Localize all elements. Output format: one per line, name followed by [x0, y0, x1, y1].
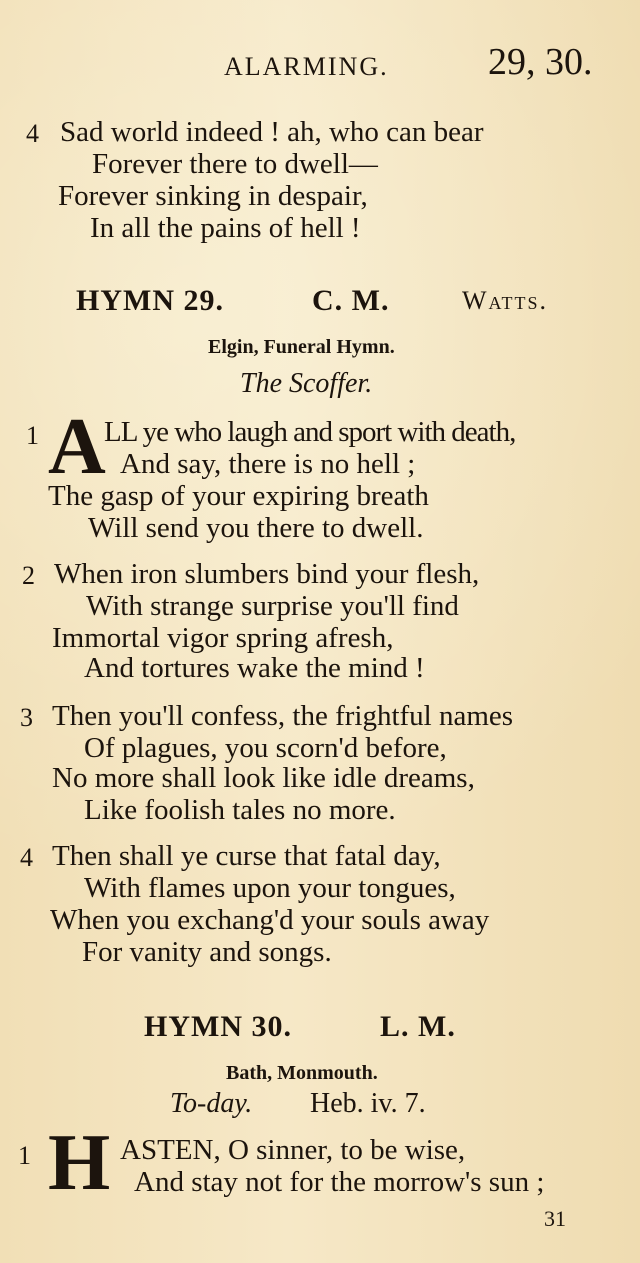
page-range: 29, 30.: [488, 41, 593, 83]
hymn-subject: To-day.: [170, 1088, 253, 1119]
signature-mark: 31: [544, 1206, 566, 1231]
stanza-number: 2: [22, 561, 35, 590]
verse-line: Then shall ye curse that fatal day,: [52, 840, 441, 872]
verse-line: LL ye who laugh and sport with death,: [104, 416, 516, 448]
verse-line: No more shall look like idle dreams,: [52, 762, 475, 794]
hymn-title: HYMN 29.: [76, 284, 224, 317]
verse-line: And stay not for the morrow's sun ;: [134, 1166, 545, 1198]
verse-line: With flames upon your tongues,: [84, 872, 456, 904]
verse-line: In all the pains of hell !: [90, 212, 361, 244]
verse-line: The gasp of your expiring breath: [48, 480, 429, 512]
tune-names: Elgin, Funeral Hymn.: [208, 336, 395, 358]
verse-line: Sad world indeed ! ah, who can bear: [60, 116, 484, 148]
verse-line: Like foolish tales no more.: [84, 794, 396, 826]
drop-cap: H: [48, 1119, 111, 1207]
verse-line: For vanity and songs.: [82, 936, 332, 968]
verse-line: Forever sinking in despair,: [58, 180, 368, 212]
tune-names: Bath, Monmouth.: [226, 1062, 378, 1084]
verse-line: Will send you there to dwell.: [88, 512, 424, 544]
verse-line: Forever there to dwell—: [92, 148, 378, 180]
verse-line: And tortures wake the mind !: [84, 652, 425, 684]
verse-line: With strange surprise you'll find: [86, 590, 459, 622]
stanza-number: 3: [20, 703, 33, 732]
verse-line: ASTEN, O sinner, to be wise,: [120, 1134, 466, 1166]
hymn-subject: The Scoffer.: [240, 368, 373, 399]
stanza-number: 4: [20, 843, 33, 872]
verse-line: Of plagues, you scorn'd before,: [84, 732, 447, 764]
stanza-number: 4: [26, 119, 39, 148]
scripture-reference: Heb. iv. 7.: [310, 1088, 426, 1119]
stanza-number: 1: [26, 421, 39, 450]
hymn-title: HYMN 30.: [144, 1010, 292, 1043]
verse-line: Immortal vigor spring afresh,: [52, 622, 394, 654]
drop-cap: A: [48, 403, 106, 491]
hymn-meter: L. M.: [380, 1010, 456, 1043]
verse-line: When iron slumbers bind your flesh,: [54, 558, 480, 590]
verse-line: When you exchang'd your souls away: [50, 904, 490, 936]
stanza-number: 1: [18, 1141, 31, 1170]
verse-line: And say, there is no hell ;: [120, 448, 416, 480]
hymn-meter: C. M.: [312, 284, 390, 317]
running-head: ALARMING.: [224, 52, 389, 81]
hymn-author: Watts.: [462, 286, 549, 315]
verse-line: Then you'll confess, the frightful names: [52, 700, 514, 732]
